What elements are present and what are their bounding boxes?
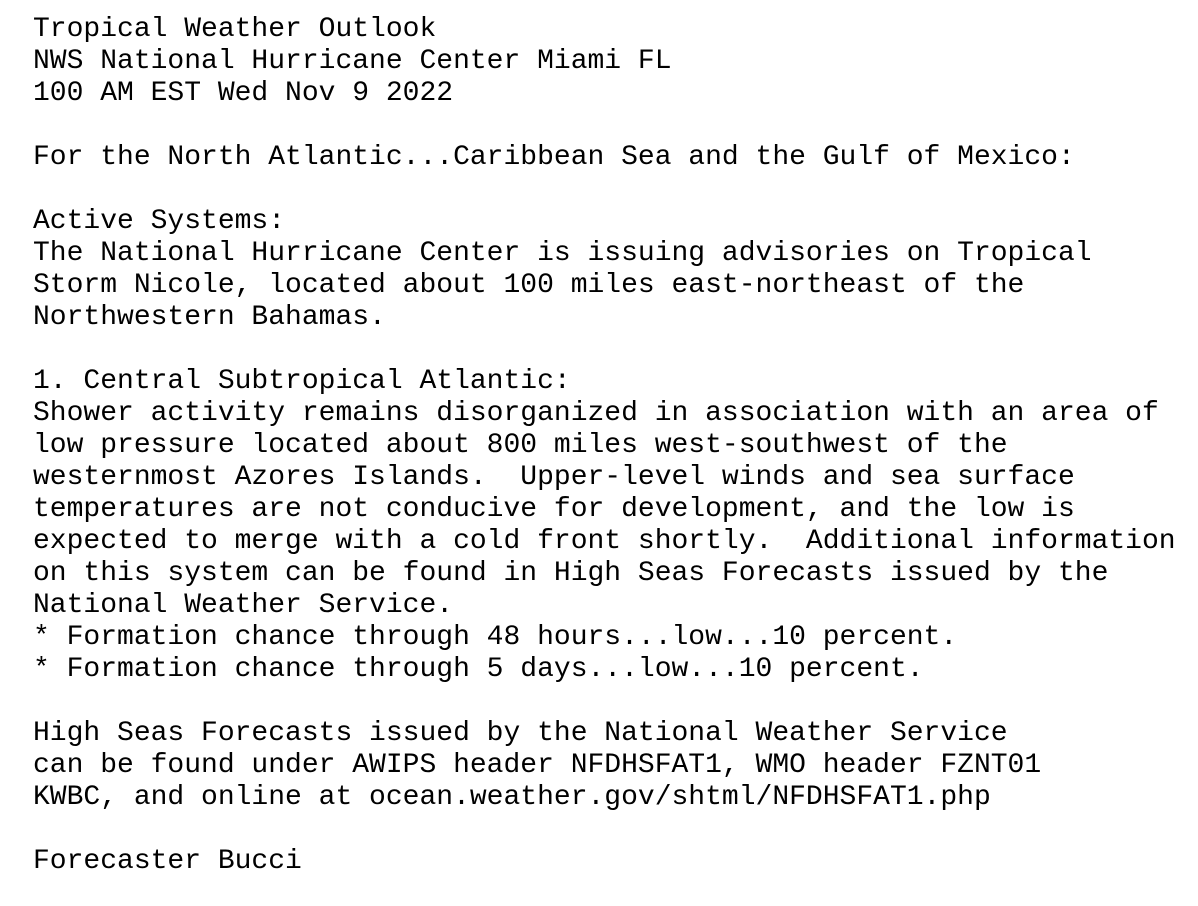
formation-chance-5d: * Formation chance through 5 days...low...10 percent. <box>33 654 924 685</box>
region-line: For the North Atlantic...Caribbean Sea and the Gulf of Mexico: <box>33 142 1075 173</box>
document-title: Tropical Weather Outlook <box>33 14 437 45</box>
outlook-item-line: temperatures are not conducive for development, and the low is <box>33 494 1075 525</box>
high-seas-line: High Seas Forecasts issued by the National Weather Service <box>33 718 1008 749</box>
high-seas-line: KWBC, and online at ocean.weather.gov/shtml/NFDHSFAT1.php <box>33 782 991 813</box>
blank-line <box>33 174 1176 206</box>
outlook-item-line: National Weather Service. <box>33 590 454 621</box>
outlook-item-line: Shower activity remains disorganized in association with an area of <box>33 398 1159 429</box>
active-systems-line: Northwestern Bahamas. <box>33 302 386 333</box>
outlook-item-line: on this system can be found in High Seas Forecasts issued by the <box>33 558 1109 589</box>
blank-line <box>33 110 1176 142</box>
outlook-item-line: westernmost Azores Islands. Upper-level winds and sea surface <box>33 462 1075 493</box>
outlook-text <box>33 14 1176 878</box>
high-seas-line: can be found under AWIPS header NFDHSFAT1, WMO header FZNT01 <box>33 750 1042 781</box>
forecaster-signoff: Forecaster Bucci <box>33 846 302 877</box>
active-systems-heading: Active Systems: <box>33 206 286 237</box>
issue-time: 100 AM EST Wed Nov 9 2022 <box>33 78 454 109</box>
outlook-item-heading: 1. Central Subtropical Atlantic: <box>33 366 571 397</box>
outlook-item-line: low pressure located about 800 miles west-southwest of the <box>33 430 1008 461</box>
blank-line <box>33 686 1176 718</box>
active-systems-line: The National Hurricane Center is issuing advisories on Tropical <box>33 238 1092 269</box>
active-systems-line: Storm Nicole, located about 100 miles east-northeast of the <box>33 270 1025 301</box>
blank-line <box>33 334 1176 366</box>
issuing-office: NWS National Hurricane Center Miami FL <box>33 46 672 77</box>
blank-line <box>33 814 1176 846</box>
formation-chance-48h: * Formation chance through 48 hours...low...10 percent. <box>33 622 958 653</box>
outlook-item-line: expected to merge with a cold front shortly. Additional information <box>33 526 1176 557</box>
